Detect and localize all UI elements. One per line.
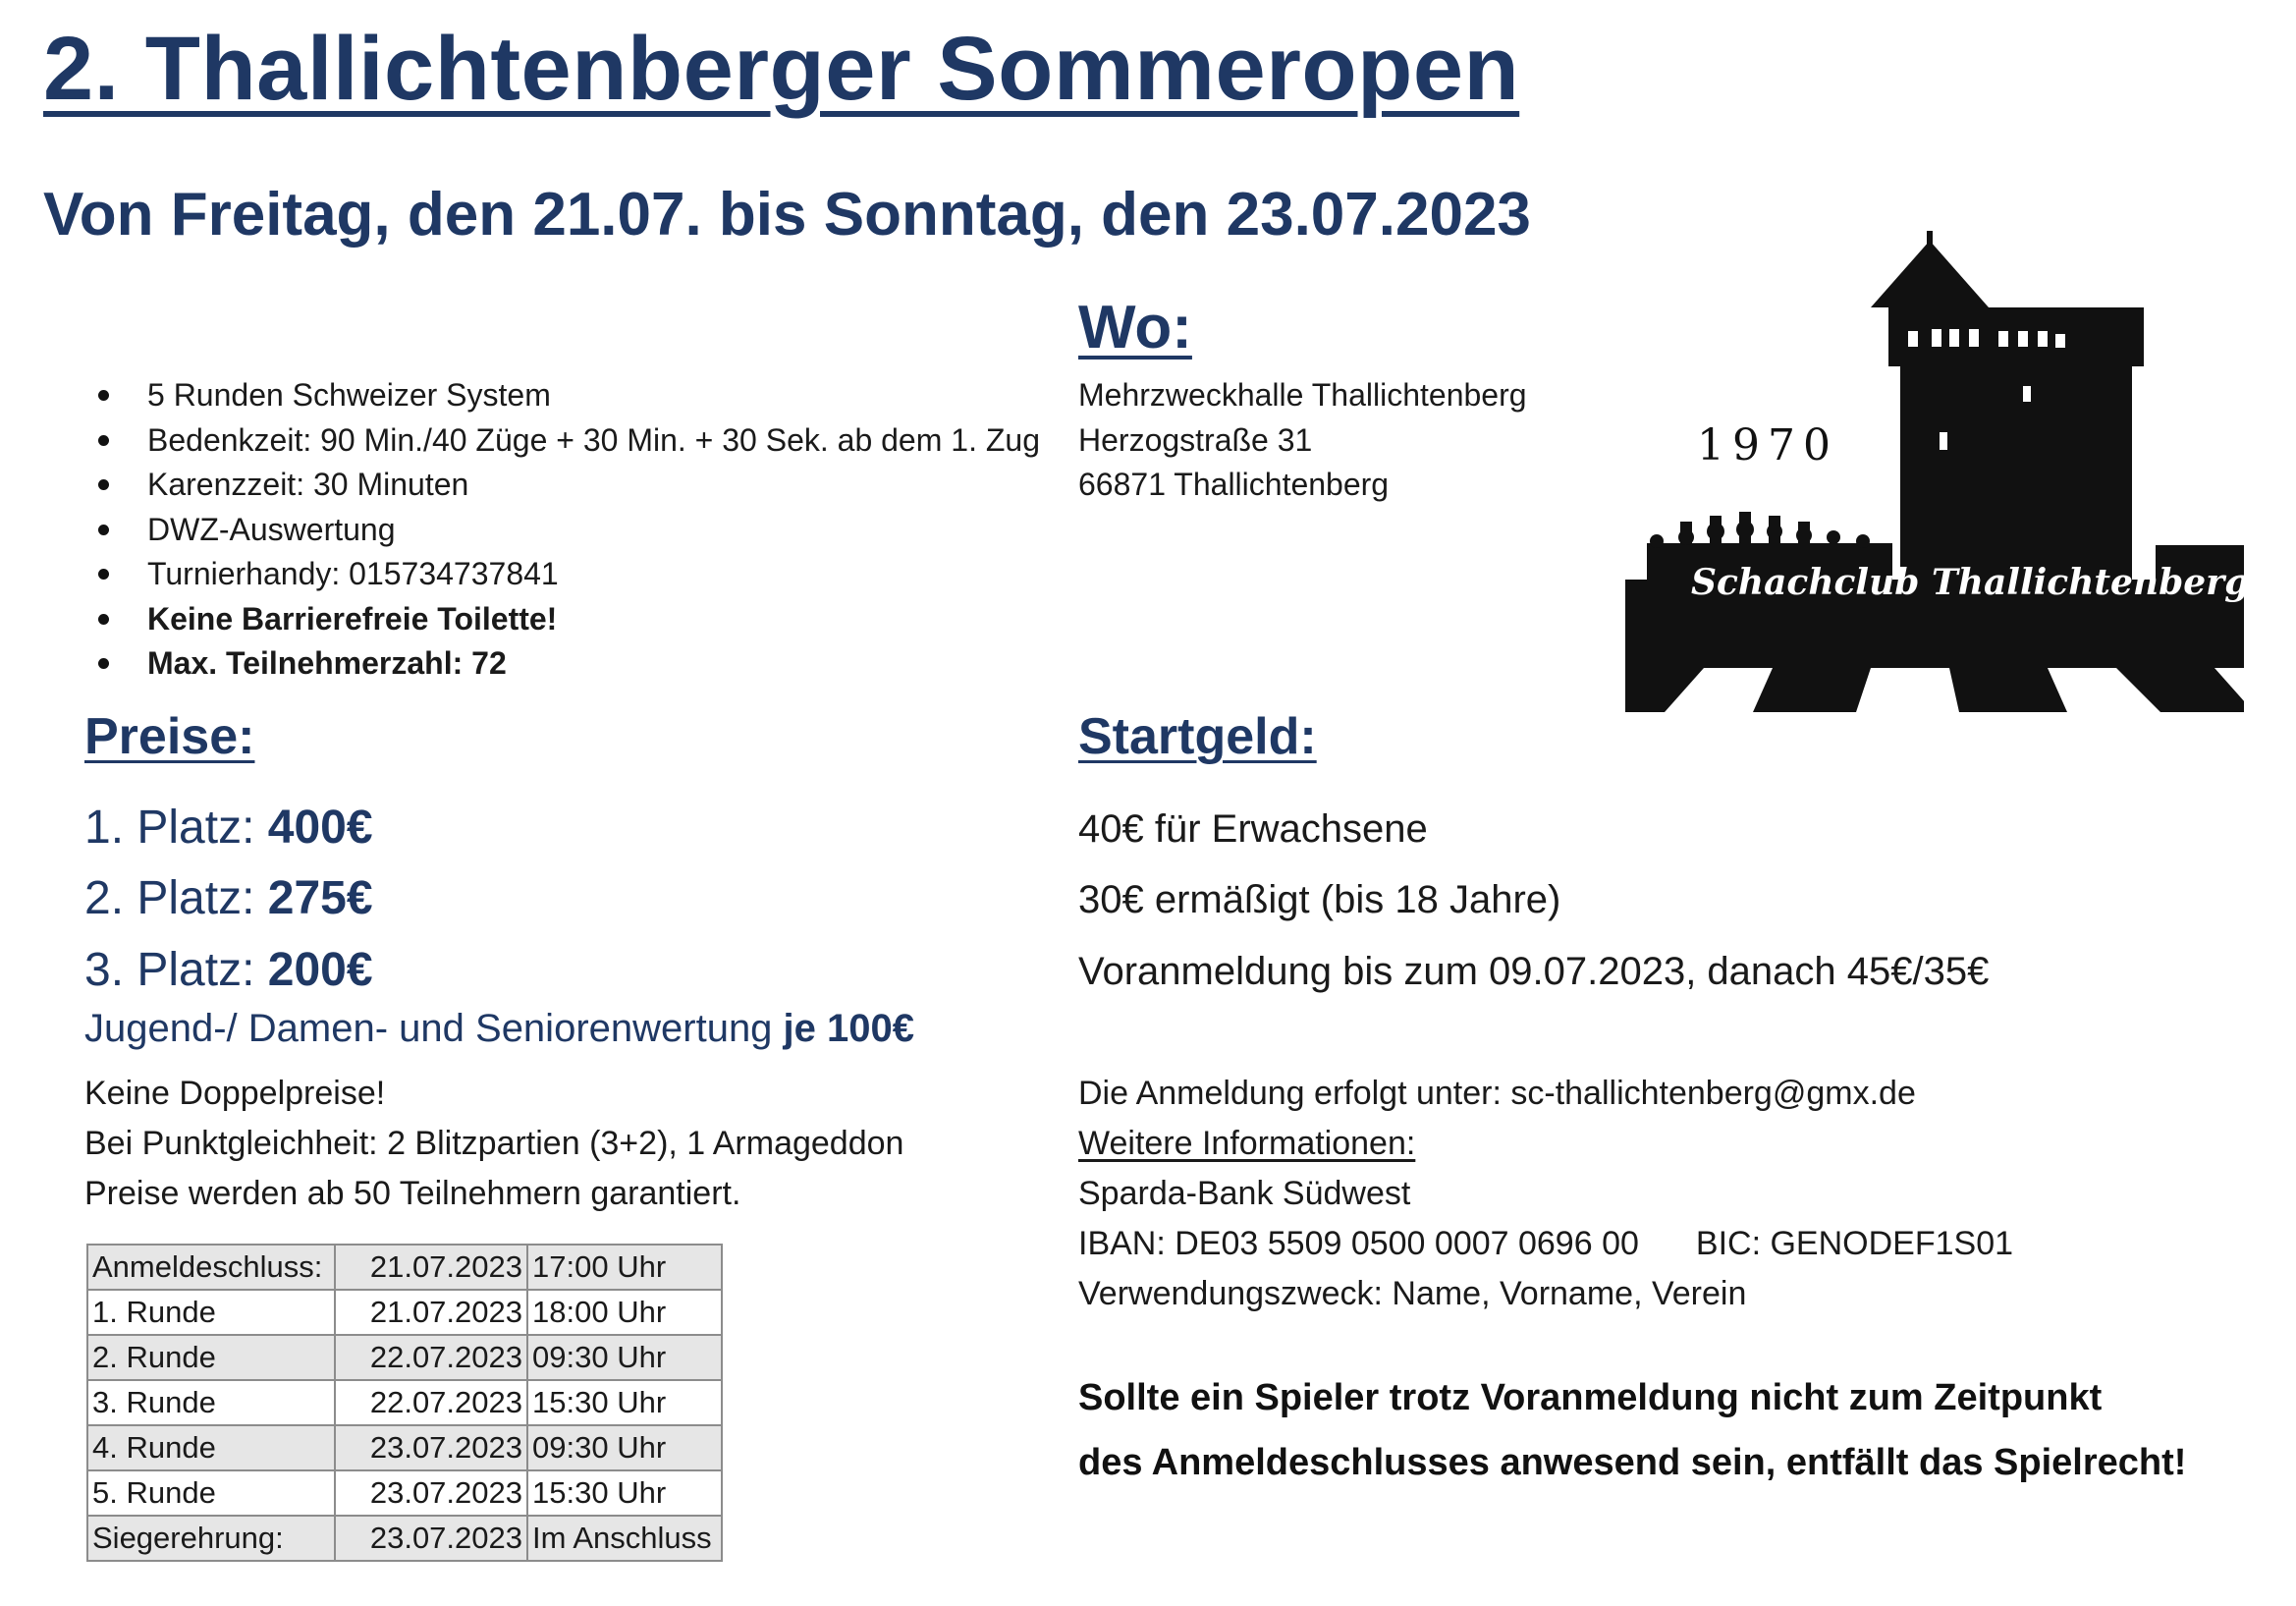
- tower-roof: [1871, 241, 1989, 307]
- schedule-date: 22.07.2023: [335, 1335, 527, 1380]
- prize-notes: [84, 1069, 903, 1219]
- prize-label: 3. Platz:: [84, 944, 268, 996]
- bic: BIC: GENODEF1S01: [1695, 1225, 2014, 1262]
- page-title: 2. Thallichtenberger Sommeropen: [43, 19, 1520, 119]
- bank-name: Sparda-Bank Südwest: [1078, 1175, 1411, 1212]
- list-item: Bedenkzeit: 90 Min./40 Züge + 30 Min. + 30 Sek. ab dem 1. Zug: [94, 418, 1040, 464]
- warning-line: Sollte ein Spieler trotz Voranmeldung nicht zum Zeitpunkt: [1078, 1377, 2103, 1418]
- checker-floor: [1625, 668, 2244, 712]
- warning-line: des Anmeldeschlusses anwesend sein, entfällt das Spielrecht!: [1078, 1442, 2187, 1483]
- venue-name: Mehrzweckhalle Thallichtenberg: [1078, 377, 1527, 413]
- prize-amount: 200€: [267, 944, 373, 996]
- list-item: Turnierhandy: 015734737841: [94, 552, 1040, 597]
- special-prize-amount: je 100€: [783, 1007, 915, 1050]
- schedule-event: Siegerehrung:: [87, 1516, 335, 1561]
- fee-registration-deadline: Voranmeldung bis zum 09.07.2023, danach 45€/35€: [1078, 950, 1990, 993]
- schedule-time: 17:00 Uhr: [527, 1245, 722, 1290]
- fee-heading: Startgeld:: [1078, 708, 1317, 765]
- logo-year: 1970: [1697, 420, 1838, 471]
- table-row: [87, 1335, 722, 1380]
- list-item: Karenzzeit: 30 Minuten: [94, 463, 1040, 508]
- schedule-event: Anmeldeschluss:: [87, 1245, 335, 1290]
- schedule-time: 18:00 Uhr: [527, 1290, 722, 1335]
- table-row: [87, 1380, 722, 1425]
- fee-adult: 40€ für Erwachsene: [1078, 807, 1428, 851]
- schedule-event: 5. Runde: [87, 1470, 335, 1516]
- list-item: 5 Runden Schweizer System: [94, 373, 1040, 418]
- schedule-table: [86, 1244, 723, 1562]
- table-row: [87, 1516, 722, 1561]
- prize-label: 2. Platz:: [84, 872, 268, 924]
- table-row: [87, 1290, 722, 1335]
- prize-second: [84, 871, 373, 925]
- prize-amount: 275€: [267, 872, 373, 924]
- bank-details: [1078, 1219, 2013, 1269]
- schedule-date: 23.07.2023: [335, 1470, 527, 1516]
- schedule-time: 15:30 Uhr: [527, 1470, 722, 1516]
- list-item: Keine Barrierefreie Toilette!: [94, 597, 1040, 642]
- table-row: [87, 1425, 722, 1470]
- prize-note: Bei Punktgleichheit: 2 Blitzpartien (3+2), 1 Armageddon: [84, 1125, 904, 1162]
- prize-label: 1. Platz:: [84, 802, 268, 854]
- schedule-event: 1. Runde: [87, 1290, 335, 1335]
- schedule-date: 21.07.2023: [335, 1290, 527, 1335]
- prize-first: [84, 801, 373, 855]
- warning-text: [1078, 1365, 2186, 1495]
- prize-amount: 400€: [267, 802, 373, 854]
- iban: IBAN: DE03 5509 0500 0007 0696 00: [1078, 1225, 1639, 1262]
- schedule-event: 4. Runde: [87, 1425, 335, 1470]
- prizes-heading: Preise:: [84, 708, 255, 765]
- schedule-time: 09:30 Uhr: [527, 1425, 722, 1470]
- venue-street: Herzogstraße 31: [1078, 421, 1313, 458]
- registration-email: Die Anmeldung erfolgt unter: sc-thallichtenberg@gmx.de: [1078, 1075, 1916, 1112]
- schedule-event: 2. Runde: [87, 1335, 335, 1380]
- more-info-link[interactable]: Weitere Informationen:: [1078, 1125, 1416, 1162]
- payment-purpose: Verwendungszweck: Name, Vorname, Verein: [1078, 1275, 1747, 1312]
- table-row: [87, 1470, 722, 1516]
- special-prizes: [84, 1007, 914, 1051]
- prize-note: Preise werden ab 50 Teilnehmern garantiert.: [84, 1175, 741, 1212]
- schedule-date: 21.07.2023: [335, 1245, 527, 1290]
- special-prize-label: Jugend-/ Damen- und Seniorenwertung: [84, 1007, 784, 1050]
- list-item: DWZ-Auswertung: [94, 508, 1040, 553]
- list-item: Max. Teilnehmerzahl: 72: [94, 641, 1040, 687]
- schedule-time: Im Anschluss: [527, 1516, 722, 1561]
- schedule-date: 23.07.2023: [335, 1425, 527, 1470]
- schedule-date: 23.07.2023: [335, 1516, 527, 1561]
- tower-body: [1900, 363, 2132, 589]
- prize-third: [84, 943, 373, 997]
- tower-top: [1888, 307, 2144, 366]
- tower-spire: [1927, 231, 1933, 245]
- venue-heading: Wo:: [1078, 294, 1192, 361]
- table-row: [87, 1245, 722, 1290]
- logo-club-name: Schachclub Thallichtenberg: [1691, 562, 2250, 603]
- club-logo: [1625, 231, 2244, 712]
- schedule-event: 3. Runde: [87, 1380, 335, 1425]
- registration-info: [1078, 1069, 2013, 1319]
- tournament-details-list: [94, 373, 1040, 687]
- fee-reduced: 30€ ermäßigt (bis 18 Jahre): [1078, 878, 1561, 921]
- schedule-time: 09:30 Uhr: [527, 1335, 722, 1380]
- prize-note: Keine Doppelpreise!: [84, 1075, 386, 1112]
- venue-address: [1078, 373, 1527, 508]
- schedule-time: 15:30 Uhr: [527, 1380, 722, 1425]
- schedule-date: 22.07.2023: [335, 1380, 527, 1425]
- venue-city: 66871 Thallichtenberg: [1078, 467, 1390, 502]
- event-dates: Von Freitag, den 21.07. bis Sonntag, den 23.07.2023: [43, 181, 1531, 249]
